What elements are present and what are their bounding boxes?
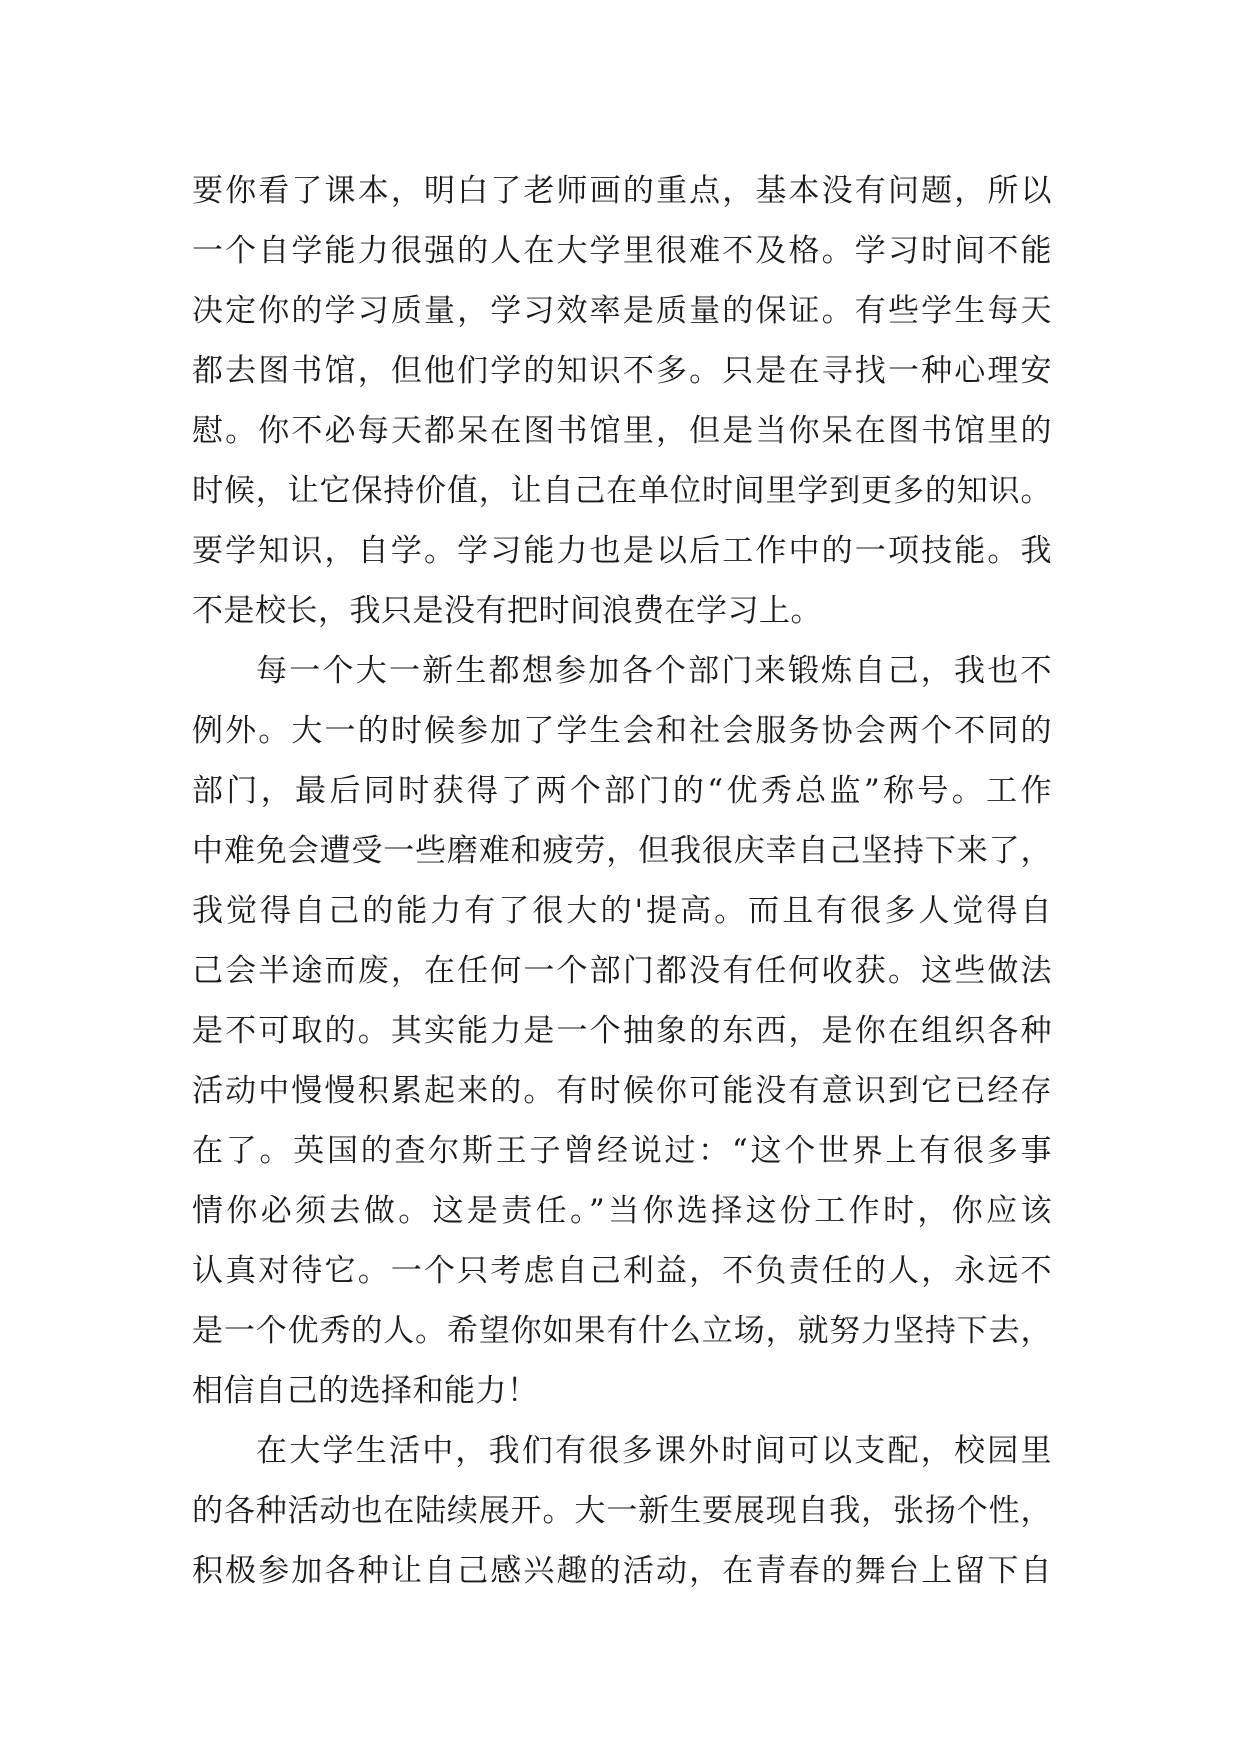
text-line: 在了。英国的查尔斯王子曾经说过：“这个世界上有很多事	[192, 1133, 1052, 1169]
document-body	[192, 161, 1052, 1601]
text-line: 要你看了课本，明白了老师画的重点，基本没有问题，所以	[192, 173, 1052, 209]
text-line: 决定你的学习质量，学习效率是质量的保证。有些学生每天	[192, 293, 1052, 329]
text-line: 不是校长，我只是没有把时间浪费在学习上。	[192, 593, 822, 629]
text-line: 活动中慢慢积累起来的。有时候你可能没有意识到它已经存	[192, 1073, 1052, 1109]
paragraph-3	[192, 1421, 1052, 1601]
text-line: 情你必须去做。这是责任。”当你选择这份工作时，你应该	[192, 1193, 1052, 1229]
text-line: 中难免会遭受一些磨难和疲劳，但我很庆幸自己坚持下来了，	[192, 833, 1052, 869]
text-line: 的各种活动也在陆续展开。大一新生要展现自我，张扬个性，	[192, 1493, 1052, 1529]
text-line: 都去图书馆，但他们学的知识不多。只是在寻找一种心理安	[192, 353, 1052, 389]
paragraph-1	[192, 161, 1052, 641]
text-line: 是不可取的。其实能力是一个抽象的东西，是你在组织各种	[192, 1013, 1052, 1049]
text-line: 时候，让它保持价值，让自己在单位时间里学到更多的知识。	[192, 473, 1052, 509]
text-line: 认真对待它。一个只考虑自己利益，不负责任的人，永远不	[192, 1253, 1052, 1289]
text-line: 例外。大一的时候参加了学生会和社会服务协会两个不同的	[192, 713, 1052, 749]
text-line: 每一个大一新生都想参加各个部门来锻炼自己，我也不	[256, 653, 1052, 689]
text-line: 积极参加各种让自己感兴趣的活动，在青春的舞台上留下自	[192, 1553, 1052, 1589]
text-line: 一个自学能力很强的人在大学里很难不及格。学习时间不能	[192, 233, 1052, 269]
paragraph-2	[192, 641, 1052, 1421]
text-line: 我觉得自己的能力有了很大的'提高。而且有很多人觉得自	[192, 893, 1052, 929]
text-line: 部门，最后同时获得了两个部门的“优秀总监”称号。工作	[192, 773, 1052, 809]
text-line: 要学知识，自学。学习能力也是以后工作中的一项技能。我	[192, 533, 1052, 569]
text-line: 己会半途而废，在任何一个部门都没有任何收获。这些做法	[192, 953, 1052, 989]
text-line: 相信自己的选择和能力！	[192, 1373, 539, 1409]
text-line: 是一个优秀的人。希望你如果有什么立场，就努力坚持下去，	[192, 1313, 1052, 1349]
text-line: 慰。你不必每天都呆在图书馆里，但是当你呆在图书馆里的	[192, 413, 1052, 449]
text-line: 在大学生活中，我们有很多课外时间可以支配，校园里	[256, 1433, 1052, 1469]
